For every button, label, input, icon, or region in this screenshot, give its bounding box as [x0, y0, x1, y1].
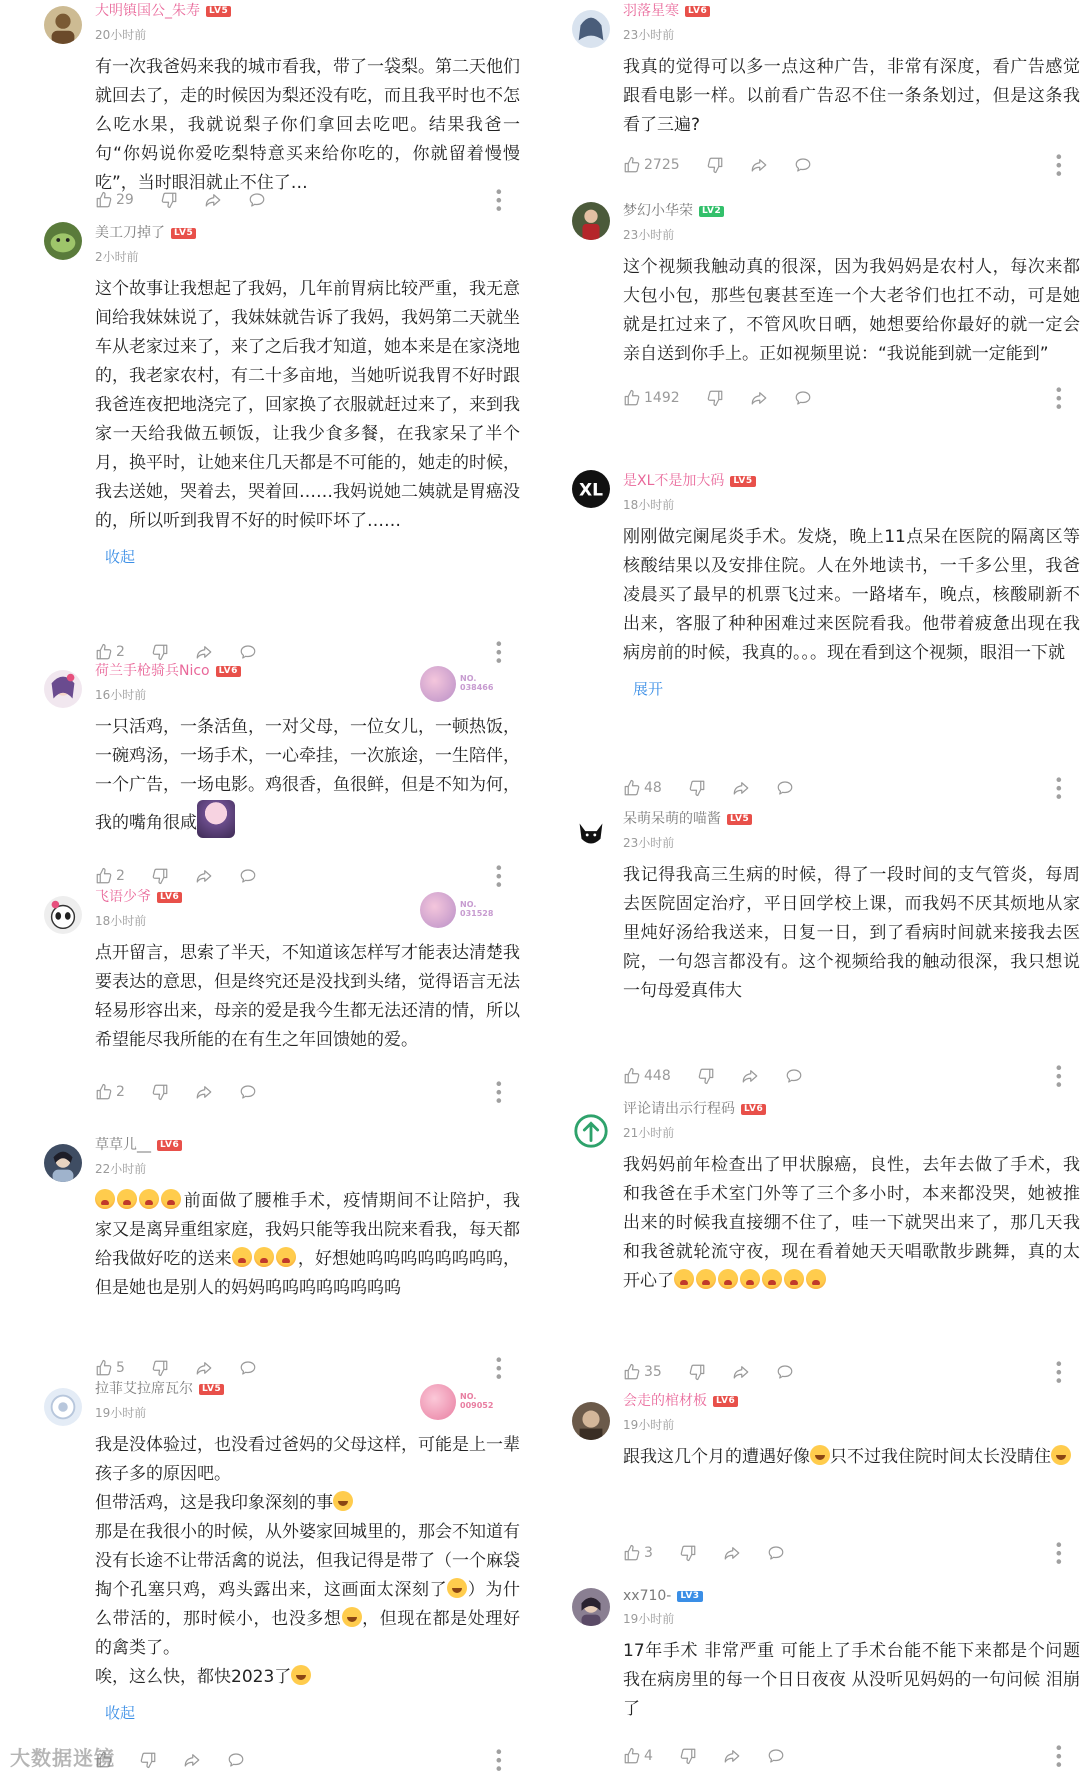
- like-button[interactable]: [95, 643, 125, 661]
- comment-text: 刚刚做完阑尾炎手术。发烧，晚上11点呆在医院的隔离区等核酸结果以及安排住院。人在外地读书，一千多公里，我爸凌晨买了最早的机票飞过来。一路堵车，晚点，核酸刷新不出来，客服了种种困难过来医院看我。他带着疲惫出现在我病房前的时候，我真的。。。现在看到这个视频，眼泪一下就: [623, 527, 1080, 663]
- reply-icon: [776, 779, 794, 797]
- comment-text-part: 跟我这几个月的遭遇好像: [623, 1447, 810, 1467]
- comment-time: 18小时前: [623, 498, 675, 512]
- like-count: 5: [116, 1360, 125, 1376]
- like-count: 35: [644, 1364, 662, 1380]
- comment-actions: [623, 1064, 1068, 1088]
- reply-icon: [239, 1359, 257, 1377]
- username[interactable]: 荷兰手枪骑兵Nico: [95, 663, 210, 679]
- comment-actions: [623, 1744, 1068, 1768]
- user-avatar[interactable]: [572, 1112, 610, 1150]
- comment-time: 23小时前: [623, 228, 675, 242]
- reply-button[interactable]: [794, 156, 812, 174]
- expand-link[interactable]: 展开: [633, 680, 664, 698]
- comment-time: 20小时前: [95, 28, 147, 42]
- like-count: 4: [644, 1748, 653, 1764]
- comment-text: 有一次我爸妈来我的城市看我，带了一袋梨。第二天他们就回去了，走的时候因为梨还没有吃，而且我平时也不怎么吃水果，我就说梨子你们拿回去吃吧。结果我爸一句“你妈说你爱吃梨特意买来给你吃的，你就留着慢慢吃”，当时眼泪就止不住了…: [95, 57, 520, 193]
- level-badge: LV6: [216, 666, 241, 677]
- share-icon: [723, 1544, 741, 1562]
- username[interactable]: 呆萌呆萌的喵酱: [623, 811, 721, 827]
- crying-emoji-icon: [806, 1269, 826, 1289]
- share-icon: [732, 779, 750, 797]
- share-button[interactable]: [723, 1544, 741, 1562]
- comment-text-body: 一只活鸡，一条活鱼，一对父母，一位女儿，一顿热饭，一碗鸡汤，一场手术，一心牵挂，一次旅途，一生陪伴，一个广告，一场电影。鸡很香，鱼很鲜，但是不知为何，我的嘴角很咸: [95, 717, 520, 833]
- reply-icon: [239, 867, 257, 885]
- dislike-button[interactable]: [688, 779, 706, 797]
- username[interactable]: 飞语少爷: [95, 889, 151, 905]
- reply-icon: [239, 1083, 257, 1101]
- share-button[interactable]: [195, 867, 213, 885]
- comment-text-part: ，但现在都是处理好的禽类了。: [95, 1609, 521, 1658]
- thumbs-down-icon: [139, 1751, 157, 1769]
- thumbs-up-icon: [95, 867, 113, 885]
- like-count: 1492: [644, 390, 680, 406]
- comment-time: 19小时前: [623, 1418, 675, 1432]
- like-button[interactable]: [95, 1083, 125, 1101]
- thumbs-down-icon: [679, 1544, 697, 1562]
- user-avatar[interactable]: [44, 222, 82, 260]
- like-count: 2: [116, 1084, 125, 1100]
- username[interactable]: 拉菲艾拉席瓦尔: [95, 1381, 193, 1397]
- level-badge: LV2: [699, 206, 724, 217]
- laughing-emoji-icon: [333, 1491, 353, 1511]
- more-options-icon[interactable]: •••: [1049, 1063, 1068, 1089]
- comment-time: 2小时前: [95, 250, 139, 264]
- dislike-button[interactable]: [688, 1363, 706, 1381]
- level-badge: LV6: [741, 1104, 766, 1115]
- username[interactable]: xx710-: [623, 1588, 672, 1604]
- comment-item: [0, 1134, 521, 1381]
- reply-icon: [794, 389, 812, 407]
- more-options-icon[interactable]: •••: [489, 1747, 508, 1773]
- reply-icon: [767, 1544, 785, 1562]
- comment-time: 23小时前: [623, 836, 675, 850]
- comment-time: 18小时前: [95, 914, 147, 928]
- dislike-button[interactable]: [679, 1544, 697, 1562]
- username[interactable]: 美工刀掉了: [95, 225, 165, 241]
- username[interactable]: 评论请出示行程码: [623, 1101, 735, 1117]
- reply-icon: [239, 643, 257, 661]
- fan-number: NO. 031528: [460, 900, 494, 918]
- reply-icon: [785, 1067, 803, 1085]
- comment-text: 17年手术 非常严重 可能上了手术台能不能下来都是个问题 我在病房里的每一个日日夜夜 从没听见妈妈的一句问候 泪崩了: [623, 1641, 1080, 1719]
- share-button[interactable]: [750, 389, 768, 407]
- comment-time: 22小时前: [95, 1162, 147, 1176]
- thumbs-up-icon: [623, 389, 641, 407]
- reply-button[interactable]: [776, 779, 794, 797]
- comment-time: 21小时前: [623, 1126, 675, 1140]
- level-badge: LV5: [206, 6, 231, 17]
- crying-emoji-icon: [674, 1269, 694, 1289]
- like-button[interactable]: [623, 1363, 662, 1381]
- username[interactable]: 梦幻小华荣: [623, 203, 693, 219]
- like-button[interactable]: [623, 1544, 653, 1562]
- share-button[interactable]: [723, 1747, 741, 1765]
- comment-time: 19小时前: [623, 1612, 675, 1626]
- dislike-button[interactable]: [151, 643, 169, 661]
- thumbs-down-icon: [697, 1067, 715, 1085]
- thumbs-down-icon: [679, 1747, 697, 1765]
- reply-button[interactable]: [248, 191, 266, 209]
- username[interactable]: 大明镇国公_朱寿: [95, 3, 200, 19]
- crying-emoji-icon: [161, 1189, 181, 1209]
- share-button[interactable]: [195, 643, 213, 661]
- reply-icon: [794, 156, 812, 174]
- share-button[interactable]: [732, 1363, 750, 1381]
- comment-actions: [95, 1080, 508, 1104]
- thumbs-up-icon: [95, 643, 113, 661]
- fan-number: NO. 038466: [460, 674, 494, 692]
- reply-button[interactable]: [767, 1544, 785, 1562]
- like-button[interactable]: [95, 191, 134, 209]
- crying-emoji-icon: [740, 1269, 760, 1289]
- user-avatar[interactable]: [44, 6, 82, 44]
- comment-actions: [95, 188, 508, 212]
- comment-actions: [95, 1356, 508, 1380]
- share-icon: [195, 643, 213, 661]
- dislike-button[interactable]: [679, 1747, 697, 1765]
- comment-item: [528, 200, 1080, 470]
- share-button[interactable]: [195, 1359, 213, 1377]
- reply-icon: [248, 191, 266, 209]
- dislike-button[interactable]: [160, 191, 178, 209]
- crying-emoji-icon: [139, 1189, 159, 1209]
- comment-actions: [623, 1541, 1068, 1565]
- share-icon: [195, 867, 213, 885]
- comment-time: 16小时前: [95, 688, 147, 702]
- crying-emoji-icon: [254, 1247, 274, 1267]
- comment-text-part: 只不过我住院时间太长没睛住: [830, 1447, 1051, 1467]
- username[interactable]: 羽落星寒: [623, 3, 679, 19]
- dislike-button[interactable]: [139, 1751, 157, 1769]
- like-count: 48: [644, 780, 662, 796]
- reply-button[interactable]: [227, 1751, 245, 1769]
- more-options-icon[interactable]: •••: [489, 187, 508, 213]
- comment-item: [528, 808, 1080, 1098]
- crying-emoji-icon: [117, 1189, 137, 1209]
- share-icon: [195, 1083, 213, 1101]
- crying-emoji-icon: [232, 1247, 252, 1267]
- thumbs-up-icon: [95, 1083, 113, 1101]
- username[interactable]: 会走的棺材板: [623, 1393, 707, 1409]
- more-options-icon[interactable]: •••: [489, 1355, 508, 1381]
- share-button[interactable]: [732, 779, 750, 797]
- share-button[interactable]: [195, 1083, 213, 1101]
- comment-text-part: ）为什么带活的，那时候小，也没多想: [95, 1580, 521, 1629]
- share-icon: [732, 1363, 750, 1381]
- thumbs-up-icon: [95, 1359, 113, 1377]
- comment-paragraph: 我是没体验过，也没看过爸妈的父母这样，可能是上一辈孩子多的原因吧。: [95, 1435, 520, 1484]
- comment-text: 点开留言，思索了半天，不知道该怎样写才能表达清楚我要表达的意思，但是终究还是没找到头绪，觉得语言无法轻易形容出来，母亲的爱是我今生都无法还清的情，所以希望能尽我所能的在有生之年回馈她的爱。: [95, 943, 520, 1050]
- user-avatar[interactable]: [572, 1588, 610, 1626]
- crying-emoji-icon: [696, 1269, 716, 1289]
- dislike-button[interactable]: [706, 389, 724, 407]
- svg-text:XL: XL: [578, 480, 604, 501]
- thumbs-up-icon: [623, 156, 641, 174]
- comment-item: [528, 0, 1080, 200]
- comment-text: 我真的觉得可以多一点这种广告，非常有深度，看广告感觉跟看电影一样。以前看广告忍不住一条条划过，但是这条我看了三遍?: [623, 57, 1080, 135]
- thumbs-up-icon: [623, 1747, 641, 1765]
- comment-text: 我记得我高三生病的时候，得了一段时间的支气管炎，每周去医院固定治疗，平日回学校上课，而我妈不厌其烦地从家里炖好汤给我送来，日复一日，到了看病时间就来接我去医院，一句怨言都没有。这个视频给我的触动很深，我只想说一句母爱真伟大: [623, 865, 1080, 1001]
- comment-item: [0, 1378, 520, 1774]
- reply-button[interactable]: [239, 1083, 257, 1101]
- crying-emoji-icon: [95, 1189, 115, 1209]
- reply-icon: [767, 1747, 785, 1765]
- comment-text: [623, 1443, 1080, 1472]
- user-avatar[interactable]: [44, 1144, 82, 1182]
- level-badge: LV6: [157, 892, 182, 903]
- share-icon: [750, 156, 768, 174]
- comment-actions: [95, 1748, 508, 1772]
- reply-button[interactable]: [239, 643, 257, 661]
- reply-button[interactable]: [785, 1067, 803, 1085]
- dislike-button[interactable]: [697, 1067, 715, 1085]
- watermark: 大数据迷镜: [10, 1746, 115, 1770]
- collapse-link[interactable]: 收起: [105, 1704, 136, 1722]
- comment-item: [0, 886, 520, 1114]
- share-icon: [204, 191, 222, 209]
- comment-text-part: 唉，这么快，都快2023了: [95, 1667, 292, 1687]
- comment-actions: [623, 776, 1068, 800]
- comment-text-part: ，好想她呜呜呜呜呜呜呜呜，但是她也是别人的妈妈呜呜呜呜呜呜呜呜: [95, 1249, 521, 1298]
- thumbs-down-icon: [151, 1359, 169, 1377]
- dislike-button[interactable]: [706, 156, 724, 174]
- share-icon: [183, 1751, 201, 1769]
- more-options-icon[interactable]: •••: [1049, 775, 1068, 801]
- more-options-icon[interactable]: •••: [1049, 1743, 1068, 1769]
- like-count: 29: [116, 192, 134, 208]
- comment-item: [528, 1390, 1080, 1570]
- thumbs-down-icon: [151, 1083, 169, 1101]
- comment-text-part: 前面做了腰椎手术，疫情期间不让陪护，我家又是离异重组家庭，我妈只能等我出院来看我，每天都给我做好吃的送来: [95, 1191, 520, 1269]
- like-count: 2: [116, 868, 125, 884]
- like-count: 3: [644, 1545, 653, 1561]
- more-options-icon[interactable]: •••: [1049, 152, 1068, 178]
- username[interactable]: 是XL不是加大码: [623, 473, 725, 489]
- comment-text: 这个故事让我想起了我妈，几年前胃病比较严重，我无意间给我妹妹说了，我妹妹就告诉了我妈，我妈第二天就坐车从老家过来了，来了之后我才知道，她本来是在家浇地的，我老家农村，有二十多亩地，当她听说我胃不好时跟我爸连夜把地浇完了，回家换了衣服就赶过来了，来到我家一天给我做五顿饭，让我少食多餐，在我家呆了半个月，换平时，让她来住几天都是不可能的，她走的时候，我去送她，哭着去，哭着回……我妈说她二姨就是胃癌没的，所以听到我胃不好的时候吓坏了……: [95, 279, 520, 531]
- laughing-emoji-icon: [342, 1607, 362, 1627]
- thumbs-down-icon: [706, 156, 724, 174]
- comment-text: 这个视频我触动真的很深，因为我妈妈是农村人，每次来都大包小包，那些包裹甚至连一个大老爷们也扛不动，可是她就是扛过来了，不管风吹日晒，她想要给你最好的就一定会亲自送到你手上。正如视频里说：“我说能到就一定能到”: [623, 257, 1080, 364]
- thumbs-up-icon: [95, 191, 113, 209]
- like-button[interactable]: [623, 1067, 671, 1085]
- thumbs-down-icon: [706, 389, 724, 407]
- comment-actions: [95, 864, 508, 888]
- comment-item: [528, 470, 1080, 808]
- like-button[interactable]: [623, 779, 662, 797]
- thumbs-down-icon: [688, 1363, 706, 1381]
- anime-sticker-icon: [197, 800, 235, 838]
- comment-item: [528, 1098, 1080, 1390]
- reply-button[interactable]: [239, 867, 257, 885]
- level-badge: LV6: [157, 1140, 182, 1151]
- like-button[interactable]: [95, 867, 125, 885]
- dislike-button[interactable]: [151, 1359, 169, 1377]
- like-count: 2: [116, 644, 125, 660]
- more-options-icon[interactable]: •••: [489, 863, 508, 889]
- crying-emoji-icon: [276, 1247, 296, 1267]
- more-options-icon[interactable]: •••: [489, 1079, 508, 1105]
- comment-text-part: 那是在我很小的时候，从外婆家回城里的，那会不知道有没有长途不让带活禽的说法，但我记得是带了（一个麻袋掏个孔塞只鸡，鸡头露出来，这画面太深刻了: [95, 1522, 520, 1600]
- comment-item: [0, 222, 520, 665]
- thumbs-up-icon: [623, 779, 641, 797]
- thumbs-up-icon: [623, 1544, 641, 1562]
- thumbs-up-icon: [623, 1363, 641, 1381]
- dislike-button[interactable]: [151, 867, 169, 885]
- comment-actions: [623, 386, 1068, 410]
- comment-time: 23小时前: [623, 28, 675, 42]
- level-badge: LV5: [730, 476, 755, 487]
- reply-button[interactable]: [776, 1363, 794, 1381]
- comment-time: 19小时前: [95, 1406, 147, 1420]
- user-avatar[interactable]: [44, 670, 82, 708]
- thumbs-down-icon: [151, 867, 169, 885]
- comment-actions: [623, 1360, 1068, 1384]
- level-badge: LV6: [713, 1396, 738, 1407]
- comment-paragraph: [95, 1489, 520, 1518]
- like-button[interactable]: [623, 1747, 653, 1765]
- more-options-icon[interactable]: •••: [1049, 1540, 1068, 1566]
- reply-button[interactable]: [767, 1747, 785, 1765]
- comment-actions: [623, 153, 1068, 177]
- comment-paragraph: [95, 1518, 520, 1663]
- user-avatar[interactable]: [44, 896, 82, 934]
- comment-text-part: 但带活鸡，这是我印象深刻的事: [95, 1493, 333, 1513]
- level-badge: LV6: [685, 6, 710, 17]
- thumbs-down-icon: [151, 643, 169, 661]
- share-button[interactable]: [204, 191, 222, 209]
- crying-emoji-icon: [718, 1269, 738, 1289]
- comment-item: [0, 660, 520, 889]
- level-badge: LV5: [727, 814, 752, 825]
- level-badge: LV3: [677, 1591, 702, 1602]
- level-badge: LV5: [199, 1384, 224, 1395]
- share-icon: [195, 1359, 213, 1377]
- like-count: 2725: [644, 157, 680, 173]
- comment-text: [95, 1187, 520, 1303]
- comment-text: [95, 713, 520, 838]
- like-button[interactable]: [95, 1359, 125, 1377]
- level-badge: LV5: [171, 228, 196, 239]
- more-options-icon[interactable]: •••: [1049, 385, 1068, 411]
- user-avatar[interactable]: [572, 470, 610, 508]
- comment-text: [95, 1431, 520, 1692]
- share-icon: [741, 1067, 759, 1085]
- reply-button[interactable]: [794, 389, 812, 407]
- more-options-icon[interactable]: •••: [1049, 1359, 1068, 1385]
- share-icon: [723, 1747, 741, 1765]
- user-avatar[interactable]: [572, 1402, 610, 1440]
- thumbs-up-icon: [623, 1067, 641, 1085]
- user-avatar[interactable]: [572, 10, 610, 48]
- collapse-link[interactable]: 收起: [105, 548, 136, 566]
- sweat-smile-emoji-icon: [810, 1445, 830, 1465]
- share-button[interactable]: [750, 156, 768, 174]
- crying-emoji-icon: [762, 1269, 782, 1289]
- like-count: 448: [644, 1068, 671, 1084]
- share-button[interactable]: [741, 1067, 759, 1085]
- comment-item: [0, 0, 520, 222]
- reply-icon: [776, 1363, 794, 1381]
- thumbs-down-icon: [160, 191, 178, 209]
- comment-text: [623, 1151, 1080, 1296]
- user-avatar[interactable]: [572, 814, 610, 852]
- reply-icon: [227, 1751, 245, 1769]
- sweat-emoji-icon: [1051, 1445, 1071, 1465]
- comment-item: [528, 1570, 1080, 1774]
- laughing-emoji-icon: [447, 1578, 467, 1598]
- share-button[interactable]: [183, 1751, 201, 1769]
- fan-number: NO. 009052: [460, 1392, 494, 1410]
- more-options-icon[interactable]: •••: [489, 639, 508, 665]
- laughing-emoji-icon: [291, 1665, 311, 1685]
- comment-paragraph: [95, 1663, 520, 1692]
- reply-button[interactable]: [239, 1359, 257, 1377]
- dislike-button[interactable]: [151, 1083, 169, 1101]
- user-avatar[interactable]: [44, 1388, 82, 1426]
- user-avatar[interactable]: [572, 202, 610, 240]
- share-icon: [750, 389, 768, 407]
- crying-emoji-icon: [784, 1269, 804, 1289]
- thumbs-down-icon: [688, 779, 706, 797]
- like-button[interactable]: [623, 156, 680, 174]
- like-button[interactable]: [623, 389, 680, 407]
- username[interactable]: 草草儿__: [95, 1137, 151, 1153]
- comment-text-body: 我妈妈前年检查出了甲状腺癌，良性，去年去做了手术，我和我爸在手术室门外等了三个多小时，本来都没哭，她被推出来的时候我直接绷不住了，哇一下就哭出来了，那几天我和我爸就轮流守夜，现在看着她天天唱歌散步跳舞，真的太开心了: [623, 1155, 1080, 1291]
